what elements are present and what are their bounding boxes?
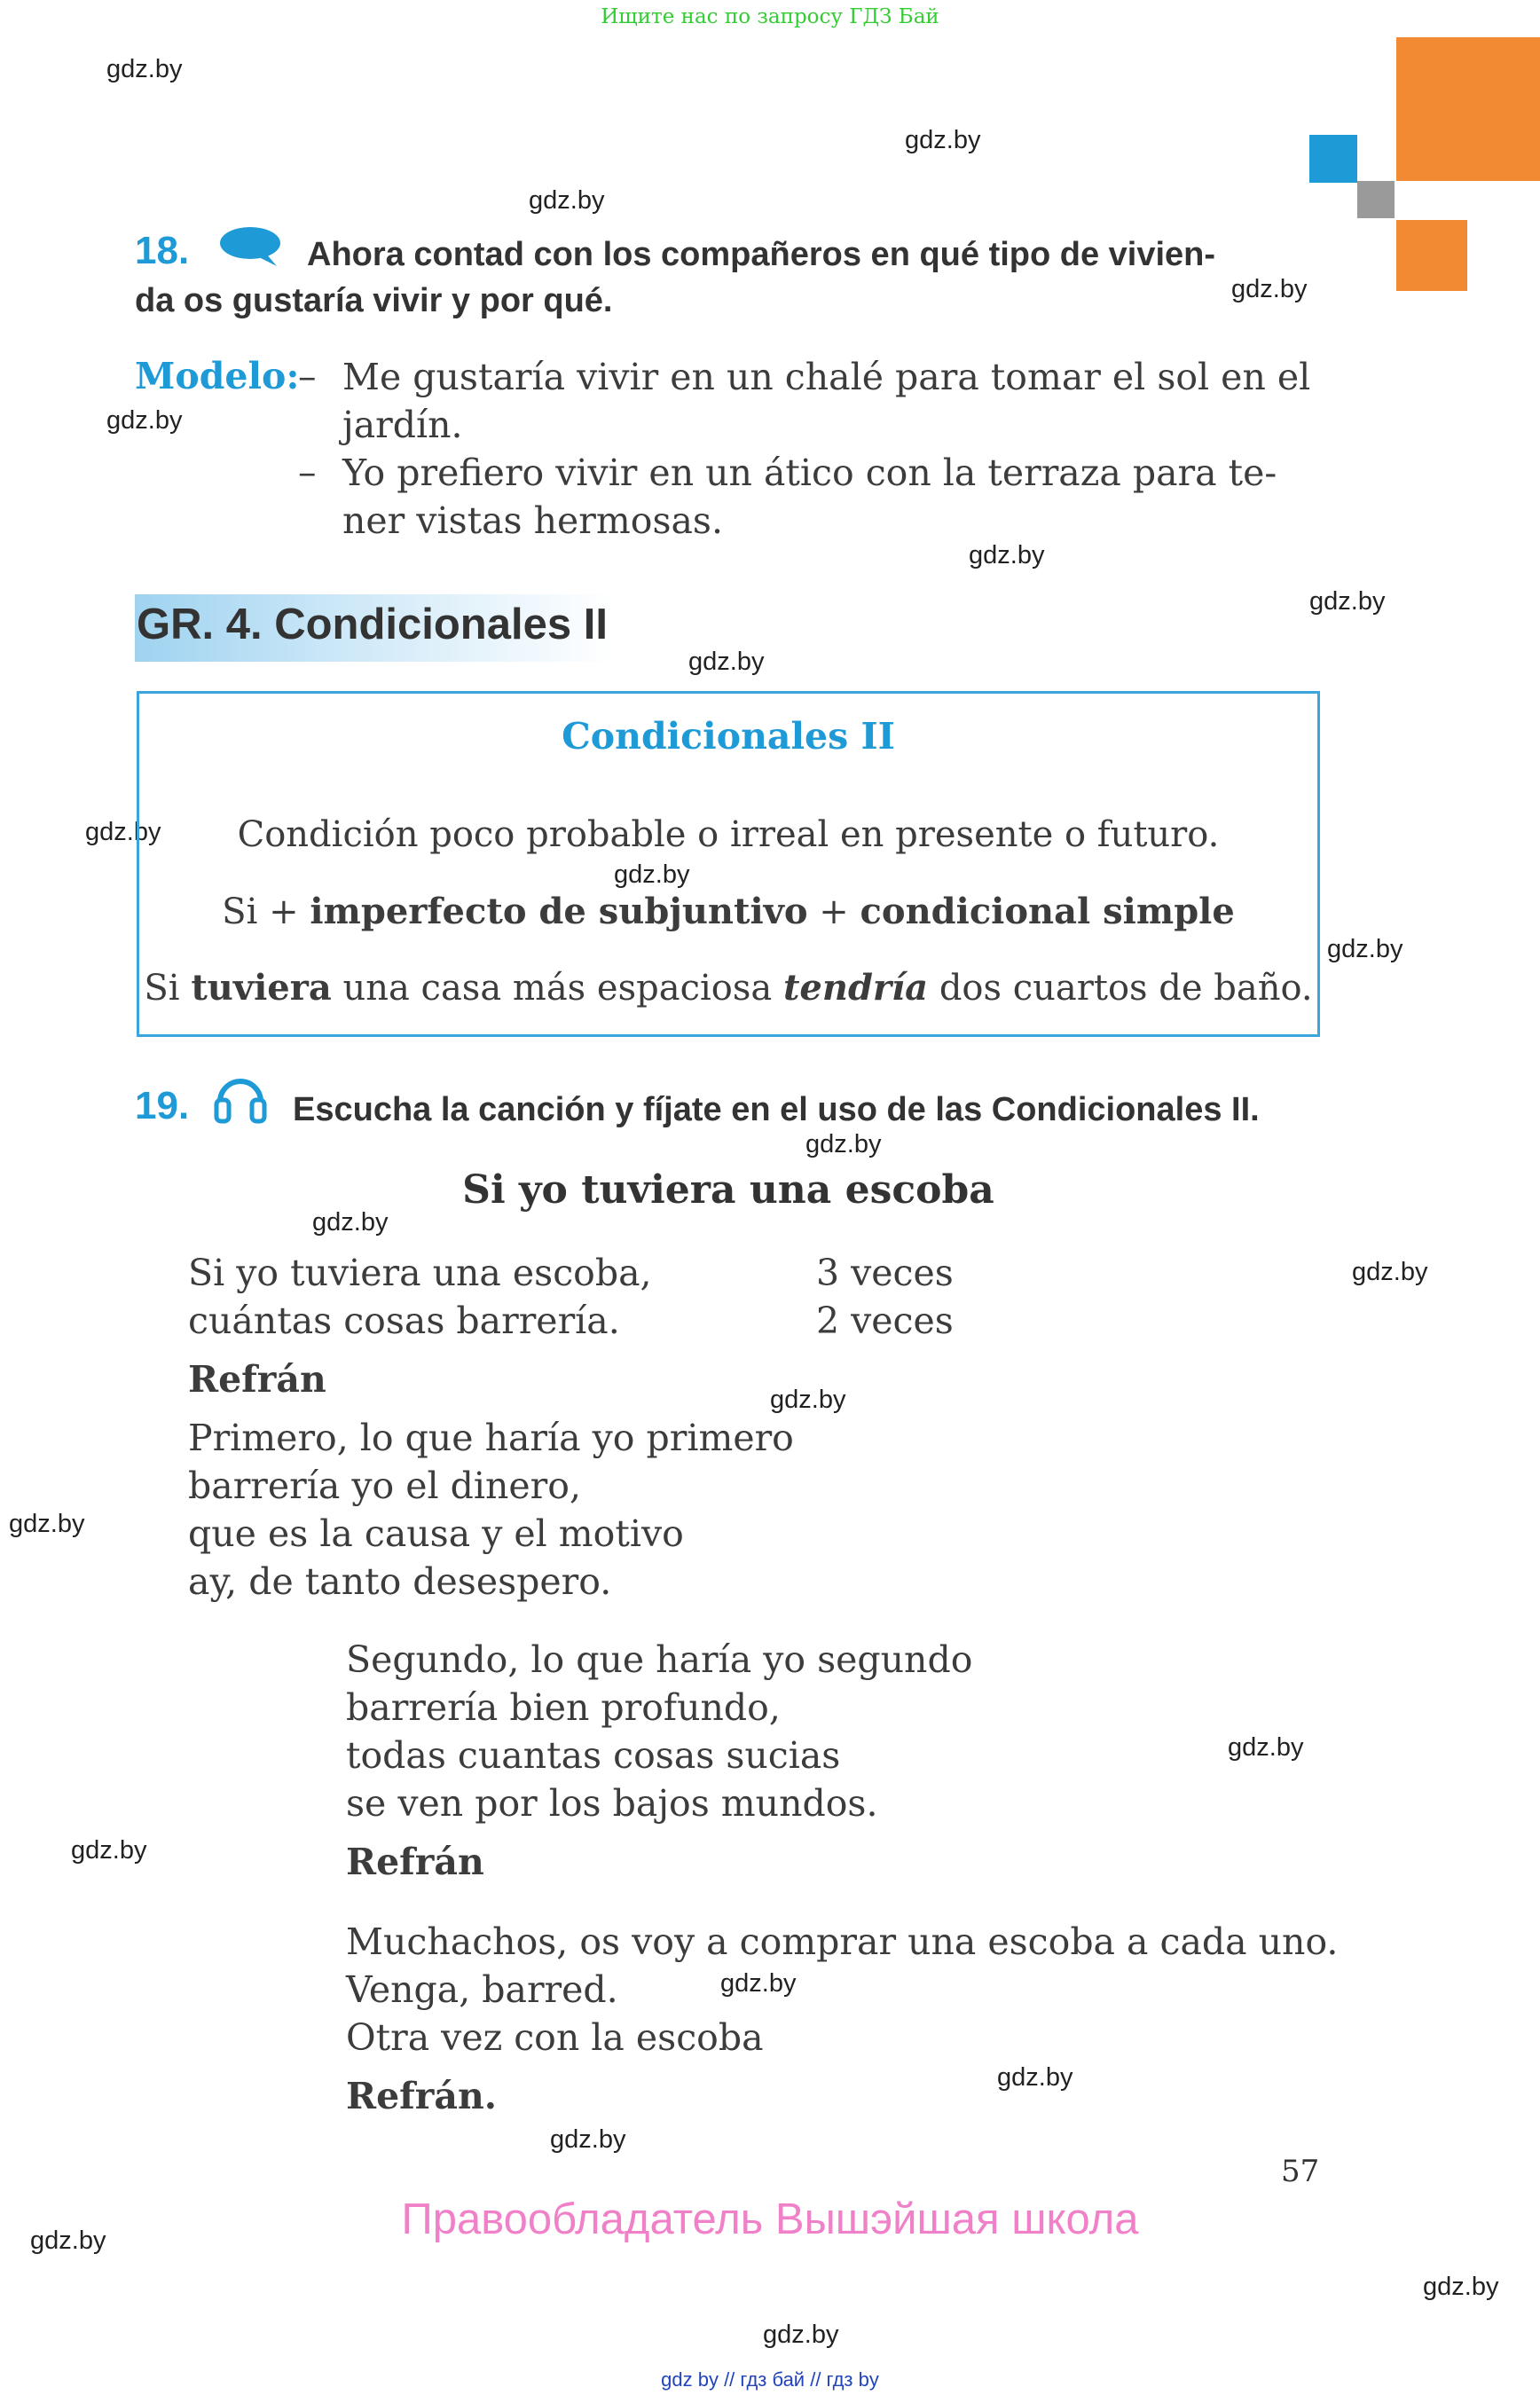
watermark: gdz.by — [529, 186, 605, 215]
example-si: Si — [144, 968, 192, 1009]
formula-plus: + — [257, 891, 310, 932]
watermark: gdz.by — [1423, 2273, 1499, 2301]
example-middle: una casa más espaciosa — [331, 968, 783, 1009]
decor-orange-square-small — [1396, 220, 1467, 291]
exercise-18-number: 18. — [135, 229, 190, 272]
watermark: gdz.by — [30, 2226, 106, 2255]
model-dash-2: – — [298, 451, 317, 493]
watermark: gdz.by — [805, 1130, 882, 1158]
song-title: Si yo tuviera una escoba — [462, 1167, 994, 1213]
stanza1-line: que es la causa y el motivo — [188, 1512, 684, 1555]
stanza1-line: ay, de tanto desespero. — [188, 1560, 612, 1603]
stanza1-line: Primero, lo que haría yo primero — [188, 1417, 794, 1459]
stanza1-line: barrería yo el dinero, — [188, 1465, 581, 1507]
page-number: 57 — [1281, 2154, 1320, 2189]
watermark: gdz.by — [969, 541, 1045, 569]
copyright-notice: Правообладатель Вышэйшая школа — [401, 2195, 1139, 2243]
watermark: gdz.by — [905, 126, 981, 154]
watermark: gdz.by — [312, 1208, 389, 1237]
headphones-icon — [211, 1068, 270, 1127]
watermark: gdz.by — [1309, 587, 1386, 616]
grammar-box-title: Condicionales II — [562, 715, 895, 758]
watermark: gdz.by — [770, 1386, 846, 1414]
exercise-18-instruction-line2: da os gustaría vivir y por qué. — [135, 282, 613, 319]
grammar-box-example — [137, 967, 1320, 1009]
formula-condicional: condicional simple — [860, 891, 1235, 932]
watermark: gdz.by — [106, 406, 183, 435]
refrain-label-final: Refrán. — [346, 2075, 498, 2117]
watermark: gdz.by — [85, 818, 161, 846]
formula-plus: + — [807, 891, 860, 932]
stanza3-line: Muchachos, os voy a comprar una escoba a cada uno. — [346, 1920, 1339, 1963]
decor-blue-square — [1309, 135, 1357, 183]
stanza3-line: Otra vez con la escoba — [346, 2016, 764, 2059]
verse1-repeat-2: 2 veces — [816, 1300, 954, 1342]
refrain-label: Refrán — [188, 1358, 326, 1401]
watermark: gdz.by — [71, 1836, 147, 1865]
watermark: gdz.by — [106, 55, 183, 83]
watermark: gdz.by — [9, 1510, 85, 1538]
grammar-box-description: Condición poco probable o irreal en presente o futuro. — [237, 814, 1220, 855]
watermark: gdz.by — [763, 2321, 839, 2349]
model-sentence-1-line2: jardín. — [342, 404, 463, 446]
grammar-box-formula — [137, 891, 1320, 932]
model-dash-1: – — [298, 355, 317, 397]
example-verb-tuviera: tuviera — [191, 967, 332, 1009]
exercise-19-instruction: Escucha la canción y fíjate en el uso de las Condicionales II. — [293, 1091, 1260, 1128]
decor-gray-square — [1357, 181, 1395, 218]
stanza2-line: se ven por los bajos mundos. — [346, 1782, 878, 1825]
model-sentence-1-line1: Me gustaría vivir en un chalé para tomar el sol en el — [342, 356, 1311, 398]
top-notice: Ищите нас по запросу ГДЗ Бай — [601, 5, 939, 28]
refrain-label: Refrán — [346, 1841, 484, 1883]
stanza3-line: Venga, barred. — [346, 1968, 618, 2011]
verse1-line1: Si yo tuviera una escoba, — [188, 1252, 652, 1294]
formula-si: Si — [222, 891, 258, 932]
watermark: gdz.by — [614, 860, 690, 889]
grammar-heading: GR. 4. Condicionales II — [137, 601, 608, 648]
formula-imperfecto: imperfecto de subjuntivo — [310, 891, 808, 932]
verse1-line2: cuántas cosas barrería. — [188, 1300, 620, 1342]
watermark: gdz.by — [997, 2063, 1073, 2092]
example-end: dos cuartos de baño. — [928, 968, 1313, 1009]
example-verb-tendria: tendría — [782, 967, 929, 1009]
watermark: gdz.by — [1327, 935, 1403, 963]
decor-orange-square-large — [1396, 37, 1540, 181]
watermark: gdz.by — [720, 1969, 797, 1998]
watermark: gdz.by — [1231, 275, 1308, 303]
verse1-repeat-1: 3 veces — [816, 1252, 954, 1294]
bottom-links[interactable]: gdz by // гдз бай // гдз by — [661, 2368, 879, 2391]
watermark: gdz.by — [688, 648, 765, 676]
watermark: gdz.by — [1352, 1258, 1428, 1286]
stanza2-line: Segundo, lo que haría yo segundo — [346, 1638, 973, 1681]
model-sentence-2-line2: ner vistas hermosas. — [342, 499, 723, 542]
exercise-19-number: 19. — [135, 1084, 190, 1127]
exercise-18-instruction-line1: Ahora contad con los compañeros en qué tipo de vivien- — [307, 236, 1216, 273]
stanza2-line: todas cuantas cosas sucias — [346, 1734, 841, 1777]
watermark: gdz.by — [550, 2125, 626, 2154]
model-label: Modelo: — [135, 355, 300, 397]
speech-bubble-icon — [216, 224, 282, 268]
watermark: gdz.by — [1228, 1733, 1304, 1762]
model-sentence-2-line1: Yo prefiero vivir en un ático con la terraza para te- — [342, 452, 1277, 494]
stanza2-line: barrería bien profundo, — [346, 1686, 781, 1729]
